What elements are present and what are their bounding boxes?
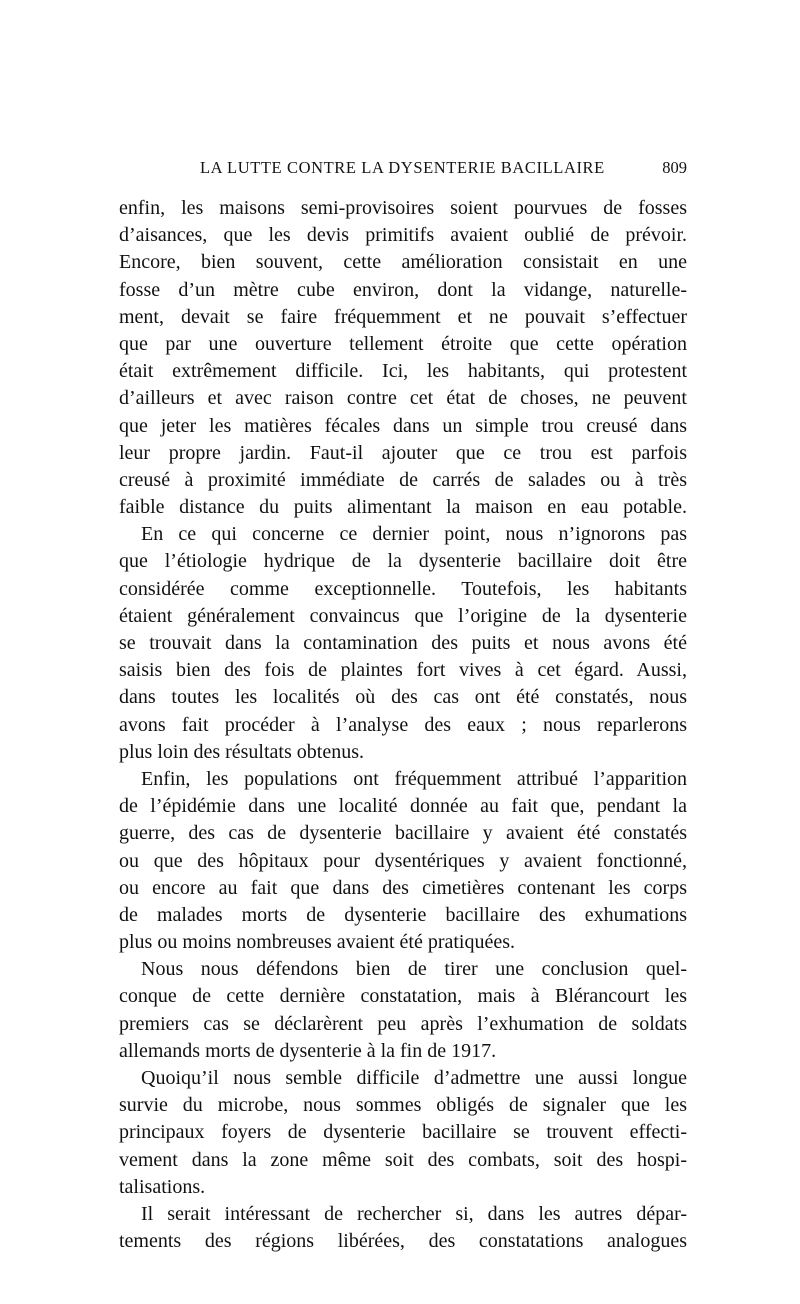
running-head: LA LUTTE CONTRE LA DYSENTERIE BACILLAIRE [200,158,605,177]
paragraph [119,521,687,766]
text-line: avons fait procéder à l’analyse des eaux ; nous reparlerons [119,713,687,736]
text-line: saisis bien des fois de plaintes fort vives à cet égard. Aussi, [119,659,687,682]
text-line: de l’épidémie dans une localité donnée au fait que, pendant la [119,795,687,818]
text-line: Nous nous défendons bien de tirer une conclusion quel- [141,958,687,981]
text-line: principaux foyers de dysenterie bacillaire se trouvent effecti- [119,1121,687,1144]
text-line: fosse d’un mètre cube environ, dont la vidange, naturelle- [119,278,687,301]
text-line: leur propre jardin. Faut-il ajouter que ce trou est parfois [119,441,687,464]
paragraph [119,766,687,956]
text-line: creusé à proximité immédiate de carrés de salades ou à très [119,468,687,491]
text-line: de malades morts de dysenterie bacillaire des exhumations [119,903,687,926]
paragraph [119,1065,687,1201]
page-header [200,158,687,180]
text-line: tements des régions libérées, des constatations analogues [119,1230,687,1253]
text-line: que par une ouverture tellement étroite que cette opération [119,332,687,355]
page-number: 809 [662,158,687,177]
text-line: guerre, des cas de dysenterie bacillaire y avaient été constatés [119,822,687,845]
text-line: vement dans la zone même soit des combats, soit des hospi- [119,1148,687,1171]
paragraph [119,956,687,1065]
text-line: ou encore au fait que dans des cimetières contenant les corps [119,876,687,899]
text-line: considérée comme exceptionnelle. Toutefois, les habitants [119,577,687,600]
text-line: Quoiqu’il nous semble difficile d’admettre une aussi longue [141,1067,687,1089]
paragraph [119,1201,687,1255]
text-line: plus loin des résultats obtenus. [119,740,364,763]
text-line: survie du microbe, nous sommes obligés de signaler que les [119,1094,687,1117]
text-line: ment, devait se faire fréquemment et ne pouvait s’effectuer [119,305,687,328]
paragraph [119,195,687,521]
text-line: faible distance du puits alimentant la maison en eau potable. [119,496,687,519]
text-line: conque de cette dernière constatation, mais à Blérancourt les [119,985,687,1008]
text-line: que l’étiologie hydrique de la dysenterie bacillaire doit être [119,550,687,573]
text-line: En ce qui concerne ce dernier point, nous n’ignorons pas [141,523,687,546]
text-line: dans toutes les localités où des cas ont été constatés, nous [119,686,687,709]
text-line: étaient généralement convaincus que l’origine de la dysenterie [119,604,687,627]
text-line: enfin, les maisons semi-provisoires soient pourvues de fosses [119,197,687,219]
text-line: d’ailleurs et avec raison contre cet état de choses, ne peuvent [119,387,687,410]
text-line: talisations. [119,1175,206,1198]
text-line: que jeter les matières fécales dans un simple trou creusé dans [119,414,687,437]
text-line: Encore, bien souvent, cette amélioration consistait en une [119,251,687,274]
text-line: premiers cas se déclarèrent peu après l’exhumation de soldats [119,1012,687,1035]
text-line: plus ou moins nombreuses avaient été pratiquées. [119,931,516,954]
text-line: allemands morts de dysenterie à la fin de 1917. [119,1039,497,1062]
text-line: Il serait intéressant de rechercher si, dans les autres dépar- [141,1202,687,1225]
text-line: d’aisances, que les devis primitifs avaient oublié de prévoir. [119,224,687,247]
text-line: était extrêmement difficile. Ici, les habitants, qui protestent [119,360,687,383]
text-line: se trouvait dans la contamination des puits et nous avons été [119,632,687,654]
text-line: Enfin, les populations ont fréquemment attribué l’apparition [141,767,687,790]
body-text [119,195,687,1255]
text-line: ou que des hôpitaux pour dysentériques y avaient fonctionné, [119,849,687,872]
